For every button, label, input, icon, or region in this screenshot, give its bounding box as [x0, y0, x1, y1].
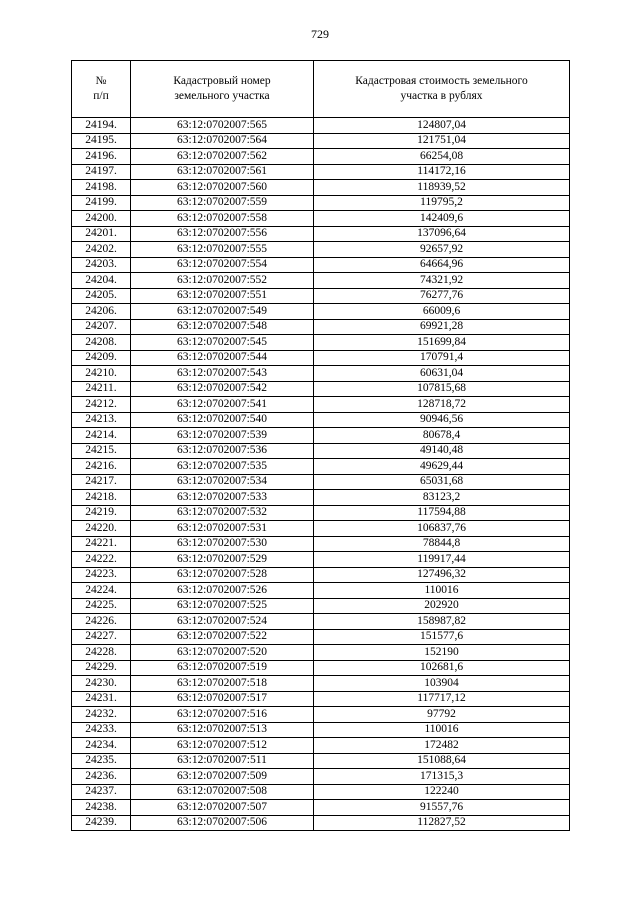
table-row — [72, 133, 570, 149]
cadastral-number-cell: 63:12:0702007:530 — [131, 536, 314, 552]
table-row — [72, 304, 570, 320]
cadastral-number-cell: 63:12:0702007:526 — [131, 583, 314, 599]
cadastral-value-cell: 80678,4 — [314, 428, 570, 444]
cadastral-number-cell: 63:12:0702007:529 — [131, 552, 314, 568]
cadastral-value-cell: 92657,92 — [314, 242, 570, 258]
row-number-cell: 24222. — [72, 552, 131, 568]
table-row — [72, 722, 570, 738]
table-row — [72, 800, 570, 816]
cadastral-number-cell: 63:12:0702007:519 — [131, 660, 314, 676]
cadastral-value-cell: 103904 — [314, 676, 570, 692]
table-row — [72, 164, 570, 180]
cadastral-value-cell: 90946,56 — [314, 412, 570, 428]
row-number-cell: 24197. — [72, 164, 131, 180]
cadastral-value-cell: 97792 — [314, 707, 570, 723]
cadastral-number-cell: 63:12:0702007:564 — [131, 133, 314, 149]
header-number — [72, 61, 131, 118]
cadastral-number-cell: 63:12:0702007:528 — [131, 567, 314, 583]
cadastral-value-cell: 49140,48 — [314, 443, 570, 459]
cadastral-number-cell: 63:12:0702007:559 — [131, 195, 314, 211]
table-row — [72, 366, 570, 382]
row-number-cell: 24203. — [72, 257, 131, 273]
cadastral-number-cell: 63:12:0702007:512 — [131, 738, 314, 754]
cadastral-number-cell: 63:12:0702007:531 — [131, 521, 314, 537]
row-number-cell: 24214. — [72, 428, 131, 444]
table-row — [72, 815, 570, 831]
row-number-cell: 24235. — [72, 753, 131, 769]
cadastral-value-cell: 102681,6 — [314, 660, 570, 676]
cadastral-value-cell: 118939,52 — [314, 180, 570, 196]
cadastral-number-cell: 63:12:0702007:524 — [131, 614, 314, 630]
cadastral-number-cell: 63:12:0702007:555 — [131, 242, 314, 258]
cadastral-value-cell: 110016 — [314, 583, 570, 599]
cadastral-value-cell: 60631,04 — [314, 366, 570, 382]
cadastral-number-cell: 63:12:0702007:540 — [131, 412, 314, 428]
row-number-cell: 24198. — [72, 180, 131, 196]
cadastral-number-cell: 63:12:0702007:525 — [131, 598, 314, 614]
table-row — [72, 629, 570, 645]
cadastral-number-cell: 63:12:0702007:522 — [131, 629, 314, 645]
header-cadastral-number-line-2: земельного участка — [174, 90, 270, 102]
header-cadastral-number — [131, 61, 314, 118]
row-number-cell: 24218. — [72, 490, 131, 506]
cadastral-value-cell: 158987,82 — [314, 614, 570, 630]
cadastral-number-cell: 63:12:0702007:532 — [131, 505, 314, 521]
table-row — [72, 707, 570, 723]
row-number-cell: 24195. — [72, 133, 131, 149]
cadastral-number-cell: 63:12:0702007:511 — [131, 753, 314, 769]
row-number-cell: 24201. — [72, 226, 131, 242]
page-number: 729 — [311, 27, 329, 41]
table-row — [72, 273, 570, 289]
table-row — [72, 459, 570, 475]
cadastral-number-cell: 63:12:0702007:558 — [131, 211, 314, 227]
table-row — [72, 195, 570, 211]
table-row — [72, 412, 570, 428]
cadastral-value-cell: 119795,2 — [314, 195, 570, 211]
table-row — [72, 691, 570, 707]
cadastral-number-cell: 63:12:0702007:509 — [131, 769, 314, 785]
table-row — [72, 769, 570, 785]
row-number-cell: 24221. — [72, 536, 131, 552]
cadastral-value-cell: 151699,84 — [314, 335, 570, 351]
cadastral-value-cell: 117717,12 — [314, 691, 570, 707]
table-row — [72, 118, 570, 134]
row-number-cell: 24230. — [72, 676, 131, 692]
table-row — [72, 149, 570, 165]
cadastral-number-cell: 63:12:0702007:541 — [131, 397, 314, 413]
table-row — [72, 583, 570, 599]
cadastral-value-cell: 171315,3 — [314, 769, 570, 785]
cadastral-number-cell: 63:12:0702007:508 — [131, 784, 314, 800]
cadastral-value-cell: 114172,16 — [314, 164, 570, 180]
header-number-line-2: п/п — [93, 90, 109, 102]
table-row — [72, 552, 570, 568]
cadastral-number-cell: 63:12:0702007:507 — [131, 800, 314, 816]
row-number-cell: 24220. — [72, 521, 131, 537]
table-row — [72, 428, 570, 444]
row-number-cell: 24202. — [72, 242, 131, 258]
cadastral-number-cell: 63:12:0702007:520 — [131, 645, 314, 661]
cadastral-value-cell: 124807,04 — [314, 118, 570, 134]
cadastral-value-cell: 110016 — [314, 722, 570, 738]
cadastral-number-cell: 63:12:0702007:556 — [131, 226, 314, 242]
row-number-cell: 24238. — [72, 800, 131, 816]
cadastral-number-cell: 63:12:0702007:548 — [131, 319, 314, 335]
row-number-cell: 24200. — [72, 211, 131, 227]
table-row — [72, 660, 570, 676]
row-number-cell: 24199. — [72, 195, 131, 211]
table-row — [72, 350, 570, 366]
table-row — [72, 211, 570, 227]
cadastral-value-cell: 76277,76 — [314, 288, 570, 304]
row-number-cell: 24225. — [72, 598, 131, 614]
cadastral-value-cell: 122240 — [314, 784, 570, 800]
row-number-cell: 24228. — [72, 645, 131, 661]
cadastral-value-cell: 119917,44 — [314, 552, 570, 568]
row-number-cell: 24237. — [72, 784, 131, 800]
cadastral-number-cell: 63:12:0702007:517 — [131, 691, 314, 707]
row-number-cell: 24209. — [72, 350, 131, 366]
row-number-cell: 24234. — [72, 738, 131, 754]
row-number-cell: 24215. — [72, 443, 131, 459]
table-row — [72, 242, 570, 258]
table-row — [72, 567, 570, 583]
cadastral-value-cell: 170791,4 — [314, 350, 570, 366]
table-row — [72, 335, 570, 351]
table-row — [72, 784, 570, 800]
cadastral-value-cell: 202920 — [314, 598, 570, 614]
cadastral-number-cell: 63:12:0702007:543 — [131, 366, 314, 382]
cadastral-value-cell: 112827,52 — [314, 815, 570, 831]
cadastral-number-cell: 63:12:0702007:545 — [131, 335, 314, 351]
table-row — [72, 180, 570, 196]
cadastral-number-cell: 63:12:0702007:542 — [131, 381, 314, 397]
cadastral-number-cell: 63:12:0702007:560 — [131, 180, 314, 196]
cadastral-value-cell: 117594,88 — [314, 505, 570, 521]
cadastral-number-cell: 63:12:0702007:535 — [131, 459, 314, 475]
cadastral-number-cell: 63:12:0702007:549 — [131, 304, 314, 320]
cadastral-value-cell: 65031,68 — [314, 474, 570, 490]
cadastral-number-cell: 63:12:0702007:536 — [131, 443, 314, 459]
cadastral-value-cell: 78844,8 — [314, 536, 570, 552]
cadastral-value-cell: 66009,6 — [314, 304, 570, 320]
cadastral-value-cell: 106837,76 — [314, 521, 570, 537]
cadastral-value-cell: 152190 — [314, 645, 570, 661]
row-number-cell: 24213. — [72, 412, 131, 428]
cadastral-number-cell: 63:12:0702007:565 — [131, 118, 314, 134]
table-row — [72, 536, 570, 552]
cadastral-value-cell: 74321,92 — [314, 273, 570, 289]
cadastral-value-cell: 107815,68 — [314, 381, 570, 397]
cadastral-value-cell: 128718,72 — [314, 397, 570, 413]
table-row — [72, 474, 570, 490]
row-number-cell: 24236. — [72, 769, 131, 785]
cadastral-value-cell: 66254,08 — [314, 149, 570, 165]
row-number-cell: 24231. — [72, 691, 131, 707]
row-number-cell: 24216. — [72, 459, 131, 475]
cadastral-value-cell: 172482 — [314, 738, 570, 754]
header-cadastral-value-line-2: участка в рублях — [400, 90, 483, 102]
row-number-cell: 24208. — [72, 335, 131, 351]
row-number-cell: 24232. — [72, 707, 131, 723]
table-row — [72, 505, 570, 521]
row-number-cell: 24217. — [72, 474, 131, 490]
row-number-cell: 24223. — [72, 567, 131, 583]
header-cadastral-value-line-1: Кадастровая стоимость земельного — [355, 75, 528, 87]
row-number-cell: 24211. — [72, 381, 131, 397]
table-row — [72, 397, 570, 413]
table-row — [72, 738, 570, 754]
cadastral-number-cell: 63:12:0702007:513 — [131, 722, 314, 738]
row-number-cell: 24204. — [72, 273, 131, 289]
table-row — [72, 521, 570, 537]
row-number-cell: 24229. — [72, 660, 131, 676]
table-row — [72, 319, 570, 335]
table-row — [72, 614, 570, 630]
row-number-cell: 24212. — [72, 397, 131, 413]
table-row — [72, 676, 570, 692]
row-number-cell: 24194. — [72, 118, 131, 134]
row-number-cell: 24205. — [72, 288, 131, 304]
header-cadastral-number-line-1: Кадастровый номер — [173, 75, 271, 87]
table-row — [72, 226, 570, 242]
table-body — [72, 118, 570, 831]
cadastral-number-cell: 63:12:0702007:533 — [131, 490, 314, 506]
cadastral-number-cell: 63:12:0702007:539 — [131, 428, 314, 444]
row-number-cell: 24224. — [72, 583, 131, 599]
row-number-cell: 24219. — [72, 505, 131, 521]
cadastral-value-cell: 83123,2 — [314, 490, 570, 506]
cadastral-value-cell: 151577,6 — [314, 629, 570, 645]
cadastral-number-cell: 63:12:0702007:561 — [131, 164, 314, 180]
cadastral-number-cell: 63:12:0702007:506 — [131, 815, 314, 831]
table-row — [72, 443, 570, 459]
cadastral-number-cell: 63:12:0702007:534 — [131, 474, 314, 490]
cadastral-value-cell: 142409,6 — [314, 211, 570, 227]
header-cadastral-value — [314, 61, 570, 118]
cadastral-number-cell: 63:12:0702007:551 — [131, 288, 314, 304]
table-row — [72, 490, 570, 506]
cadastral-value-cell: 151088,64 — [314, 753, 570, 769]
table-row — [72, 257, 570, 273]
row-number-cell: 24227. — [72, 629, 131, 645]
row-number-cell: 24226. — [72, 614, 131, 630]
table-row — [72, 753, 570, 769]
row-number-cell: 24210. — [72, 366, 131, 382]
cadastral-number-cell: 63:12:0702007:518 — [131, 676, 314, 692]
table-header — [72, 61, 570, 118]
cadastral-value-cell: 137096,64 — [314, 226, 570, 242]
row-number-cell: 24206. — [72, 304, 131, 320]
cadastral-value-cell: 91557,76 — [314, 800, 570, 816]
cadastral-value-cell: 49629,44 — [314, 459, 570, 475]
table-row — [72, 288, 570, 304]
cadastral-number-cell: 63:12:0702007:552 — [131, 273, 314, 289]
row-number-cell: 24196. — [72, 149, 131, 165]
cadastre-table — [71, 60, 570, 831]
cadastral-number-cell: 63:12:0702007:544 — [131, 350, 314, 366]
header-number-line-1: № — [95, 75, 107, 87]
cadastral-value-cell: 69921,28 — [314, 319, 570, 335]
cadastral-value-cell: 127496,32 — [314, 567, 570, 583]
cadastral-number-cell: 63:12:0702007:554 — [131, 257, 314, 273]
table-row — [72, 598, 570, 614]
table-row — [72, 381, 570, 397]
row-number-cell: 24207. — [72, 319, 131, 335]
header-row — [72, 61, 570, 118]
cadastral-value-cell: 64664,96 — [314, 257, 570, 273]
row-number-cell: 24239. — [72, 815, 131, 831]
cadastral-number-cell: 63:12:0702007:516 — [131, 707, 314, 723]
cadastral-value-cell: 121751,04 — [314, 133, 570, 149]
table-row — [72, 645, 570, 661]
row-number-cell: 24233. — [72, 722, 131, 738]
cadastral-number-cell: 63:12:0702007:562 — [131, 149, 314, 165]
